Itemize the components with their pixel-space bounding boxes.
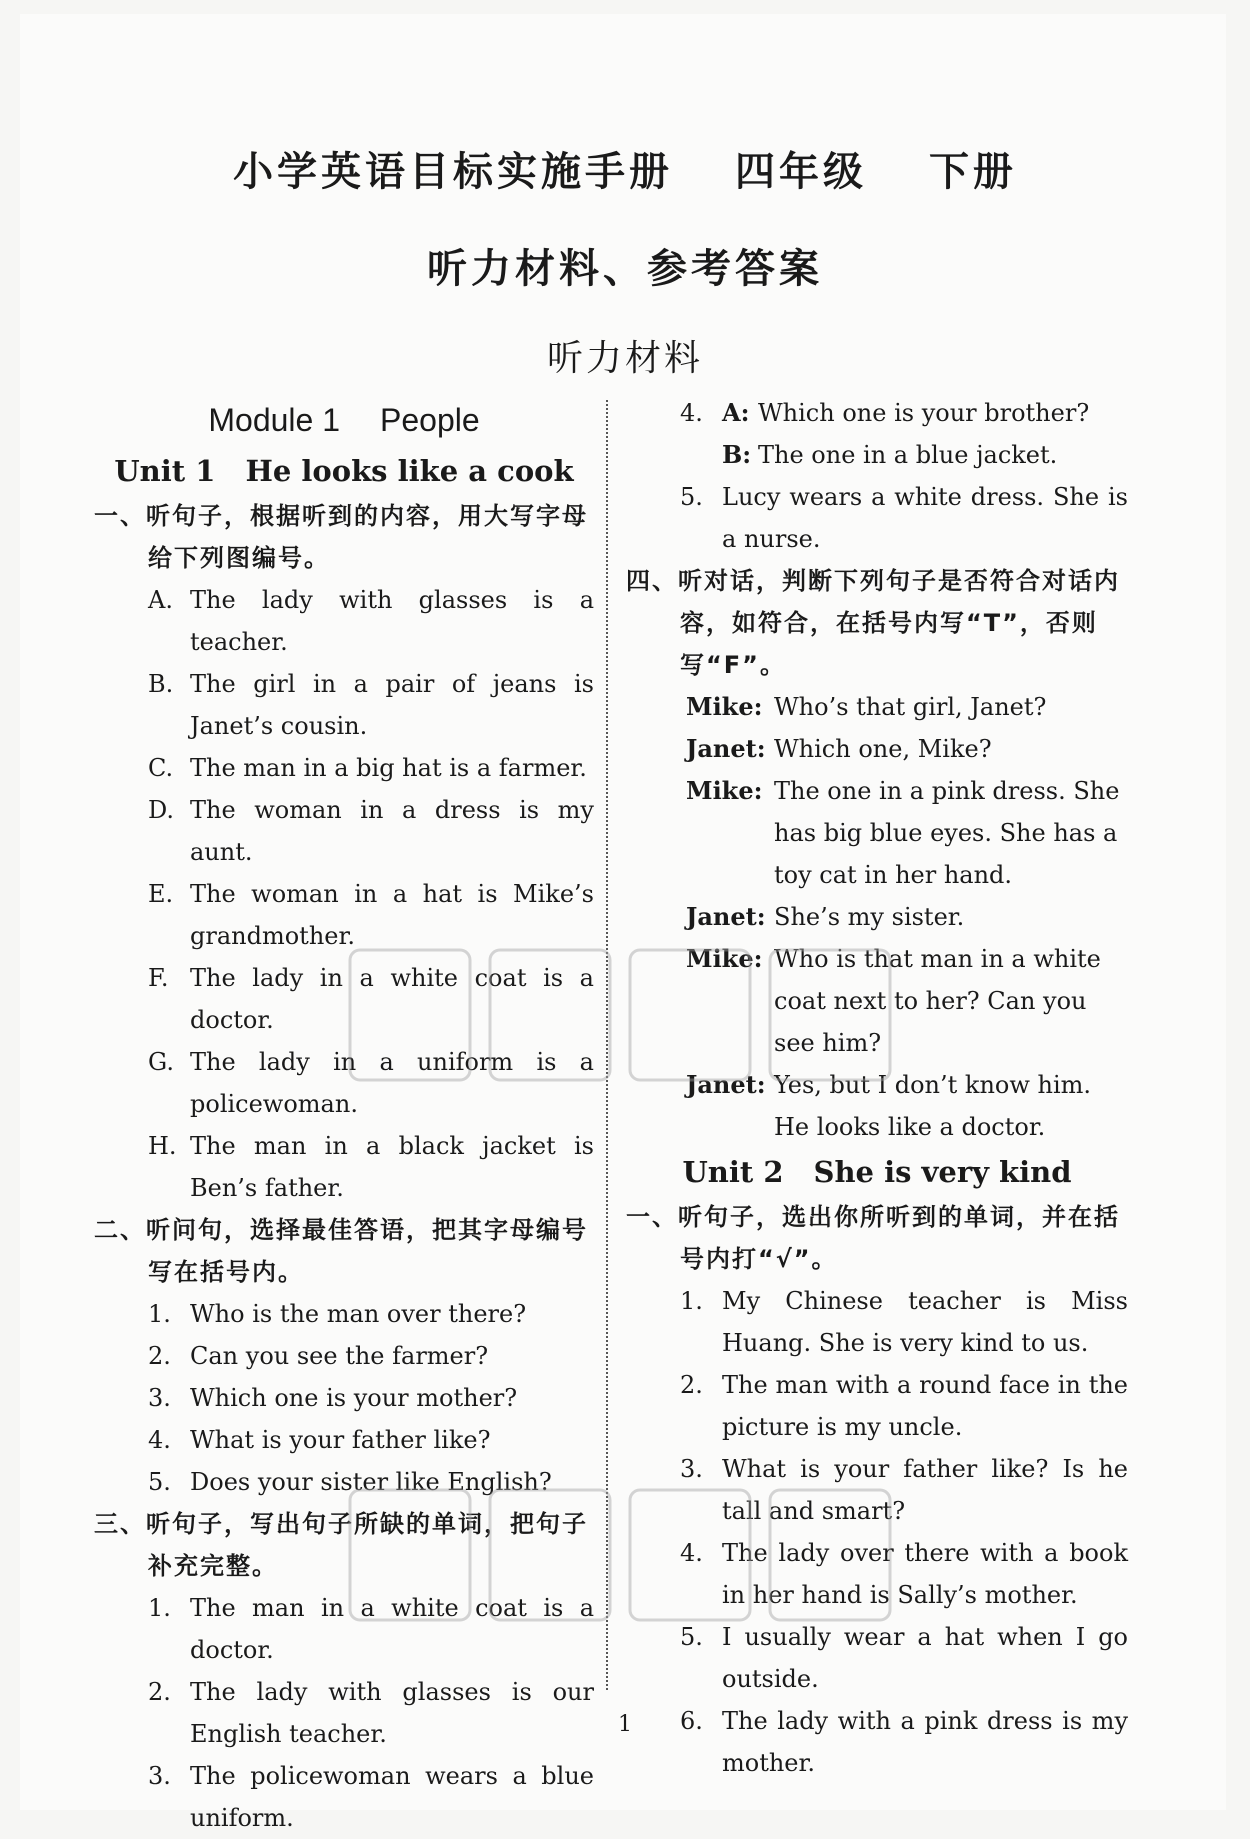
item-text: The man in a black jacket is Ben’s father. bbox=[190, 1132, 594, 1202]
unit-name: He looks like a cook bbox=[245, 454, 574, 488]
list-item bbox=[626, 1364, 1128, 1448]
dialogue-text: Who’s that girl, Janet? bbox=[774, 693, 1047, 721]
list-item bbox=[94, 1587, 594, 1671]
speaker-label: Janet: bbox=[686, 1070, 766, 1099]
item-text: My Chinese teacher is Miss Huang. She is very kind to us. bbox=[722, 1287, 1128, 1357]
item-text: Does your sister like English? bbox=[190, 1468, 552, 1496]
module-label: Module 1 bbox=[208, 402, 340, 438]
item-marker: 5. bbox=[148, 1468, 171, 1496]
item-text: Can you see the farmer? bbox=[190, 1342, 489, 1370]
unit-heading bbox=[94, 447, 594, 495]
item-text: The lady in a uniform is a policewoman. bbox=[190, 1048, 594, 1118]
item-text: The lady over there with a book in her hand is Sally’s mother. bbox=[722, 1539, 1128, 1609]
item-text: Lucy wears a white dress. She is a nurse. bbox=[722, 483, 1128, 553]
dialogue-line bbox=[626, 686, 1128, 728]
list-item bbox=[94, 579, 594, 663]
item-text: The man in a white coat is a doctor. bbox=[190, 1594, 594, 1664]
speaker-label: Janet: bbox=[686, 902, 766, 931]
item-marker: 4. bbox=[680, 399, 703, 427]
list-item bbox=[94, 1419, 594, 1461]
exercise-heading: 三、听句子，写出句子所缺的单词，把句子补充完整。 bbox=[94, 1510, 588, 1580]
item-marker: 4. bbox=[680, 1539, 703, 1567]
dialogue-text: Yes, but I don’t know him. He looks like a doctor. bbox=[774, 1071, 1092, 1141]
item-text: The lady in a white coat is a doctor. bbox=[190, 964, 594, 1034]
unit-label: Unit 2 bbox=[682, 1155, 784, 1189]
item-marker: 5. bbox=[680, 1623, 703, 1651]
item-marker: C. bbox=[148, 754, 174, 782]
item-marker: B. bbox=[148, 670, 174, 698]
item-marker: D. bbox=[148, 796, 175, 824]
list-item bbox=[94, 1335, 594, 1377]
list-item bbox=[94, 1293, 594, 1335]
list-item bbox=[94, 789, 594, 873]
page-number: 1 bbox=[618, 1712, 632, 1737]
list-item bbox=[94, 873, 594, 957]
list-item bbox=[94, 957, 594, 1041]
list-item bbox=[94, 1755, 594, 1839]
item-marker: H. bbox=[148, 1132, 177, 1160]
item-text: Which one is your mother? bbox=[190, 1384, 518, 1412]
speaker-label: Mike: bbox=[686, 776, 763, 805]
item-marker: 1. bbox=[148, 1300, 171, 1328]
exercise-heading: 二、听问句，选择最佳答语，把其字母编号写在括号内。 bbox=[94, 1216, 588, 1286]
item-marker: 6. bbox=[680, 1707, 703, 1735]
list-item bbox=[94, 1461, 594, 1503]
column-divider bbox=[606, 400, 608, 1690]
list-item bbox=[626, 476, 1128, 560]
item-text: The man in a big hat is a farmer. bbox=[190, 754, 587, 782]
item-text: The lady with glasses is our English teacher. bbox=[190, 1678, 594, 1748]
exercise-heading: 一、听句子，选出你所听到的单词，并在括号内打“√”。 bbox=[626, 1203, 1120, 1273]
section-title: 听力材料 bbox=[546, 338, 703, 379]
document-subtitle: 听力材料、参考答案 bbox=[427, 245, 823, 292]
speaker-label: A: bbox=[722, 398, 750, 427]
item-marker: 2. bbox=[148, 1678, 171, 1706]
item-text: I usually wear a hat when I go outside. bbox=[722, 1623, 1128, 1693]
item-text: The one in a blue jacket. bbox=[758, 441, 1058, 469]
title-part: 下册 bbox=[928, 148, 1017, 195]
document-title bbox=[0, 140, 1250, 197]
title-part: 四年级 bbox=[735, 148, 867, 195]
exercise-heading: 四、听对话，判断下列句子是否符合对话内容，如符合，在括号内写“T”，否则写“F”。 bbox=[626, 567, 1120, 679]
dialogue-line bbox=[626, 728, 1128, 770]
item-text: Which one is your brother? bbox=[758, 399, 1090, 427]
module-name: People bbox=[380, 402, 480, 438]
list-item bbox=[94, 663, 594, 747]
item-text: The lady with glasses is a teacher. bbox=[190, 586, 594, 656]
speaker-label: Mike: bbox=[686, 692, 763, 721]
item-text: What is your father like? bbox=[190, 1426, 491, 1454]
item-marker: 5. bbox=[680, 483, 703, 511]
unit-heading bbox=[626, 1148, 1128, 1196]
item-marker: 2. bbox=[680, 1371, 703, 1399]
dialogue-text: She’s my sister. bbox=[774, 903, 965, 931]
list-item bbox=[94, 1125, 594, 1209]
list-item bbox=[626, 1532, 1128, 1616]
unit-name: She is very kind bbox=[813, 1155, 1072, 1189]
list-item bbox=[626, 1280, 1128, 1364]
item-marker: A. bbox=[148, 586, 173, 614]
dialogue-text: Which one, Mike? bbox=[774, 735, 992, 763]
list-item bbox=[94, 747, 594, 789]
item-text: Who is the man over there? bbox=[190, 1300, 527, 1328]
item-marker: 2. bbox=[148, 1342, 171, 1370]
right-column bbox=[626, 392, 1128, 1784]
item-marker: 3. bbox=[680, 1455, 703, 1483]
exercise-heading: 一、听句子，根据听到的内容，用大写字母给下列图编号。 bbox=[94, 502, 588, 572]
item-text: The girl in a pair of jeans is Janet’s cousin. bbox=[190, 670, 594, 740]
dialogue-line bbox=[626, 392, 1128, 434]
unit-label: Unit 1 bbox=[114, 454, 216, 488]
module-heading bbox=[94, 395, 594, 445]
title-part: 小学英语目标实施手册 bbox=[233, 148, 674, 195]
item-marker: 4. bbox=[148, 1426, 171, 1454]
list-item bbox=[94, 1377, 594, 1419]
speaker-label: Mike: bbox=[686, 944, 763, 973]
dialogue-line bbox=[626, 434, 1128, 476]
item-text: The lady with a pink dress is my mother. bbox=[722, 1707, 1128, 1777]
item-marker: 1. bbox=[148, 1594, 171, 1622]
item-text: The policewoman wears a blue uniform. bbox=[190, 1762, 594, 1832]
item-marker: E. bbox=[148, 880, 174, 908]
item-marker: 3. bbox=[148, 1762, 171, 1790]
item-text: What is your father like? Is he tall and smart? bbox=[722, 1455, 1128, 1525]
speaker-label: B: bbox=[722, 440, 752, 469]
item-text: The man with a round face in the picture is my uncle. bbox=[722, 1371, 1128, 1441]
speaker-label: Janet: bbox=[686, 734, 766, 763]
list-item bbox=[626, 1448, 1128, 1532]
dialogue-line bbox=[626, 896, 1128, 938]
dialogue-line bbox=[626, 770, 1128, 896]
item-marker: F. bbox=[148, 964, 169, 992]
dialogue-line bbox=[626, 1064, 1128, 1148]
item-text: The woman in a hat is Mike’s grandmother. bbox=[190, 880, 594, 950]
dialogue-text: Who is that man in a white coat next to her? Can you see him? bbox=[774, 945, 1101, 1057]
item-marker: G. bbox=[148, 1048, 174, 1076]
item-marker: 3. bbox=[148, 1384, 171, 1412]
item-text: The woman in a dress is my aunt. bbox=[190, 796, 594, 866]
list-item bbox=[94, 1041, 594, 1125]
dialogue-text: The one in a pink dress. She has big blue eyes. She has a toy cat in her hand. bbox=[774, 777, 1120, 889]
left-column bbox=[94, 395, 594, 1839]
item-marker: 1. bbox=[680, 1287, 703, 1315]
list-item bbox=[626, 1616, 1128, 1700]
dialogue-line bbox=[626, 938, 1128, 1064]
